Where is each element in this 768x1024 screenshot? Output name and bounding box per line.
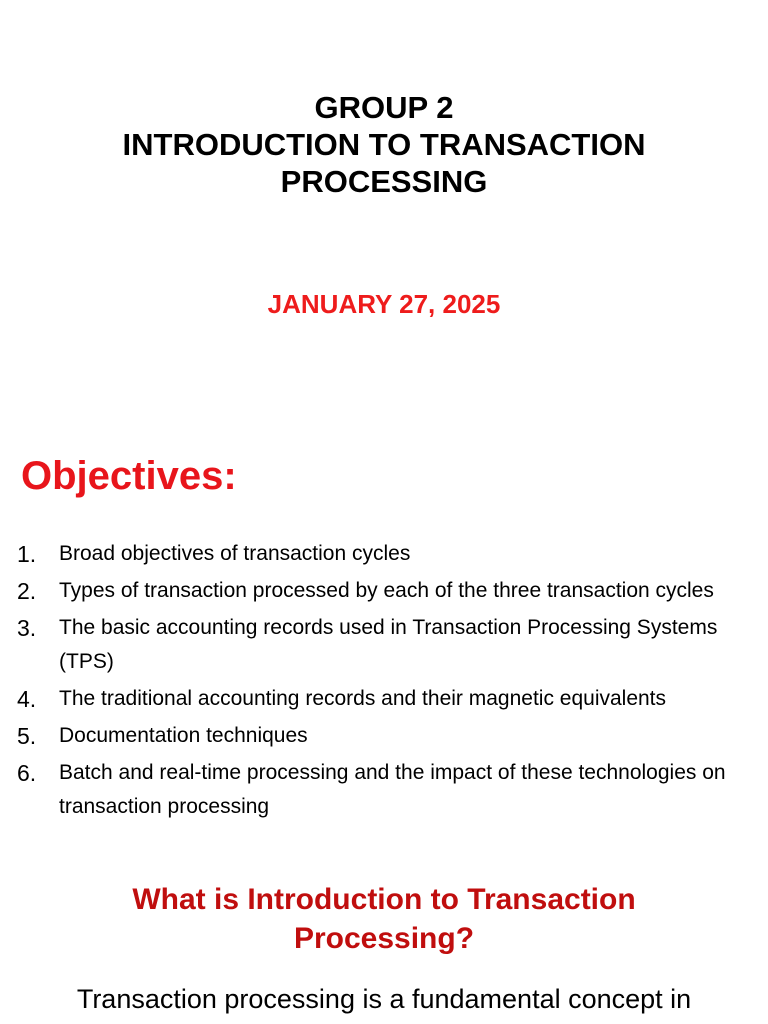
objective-item <box>0 537 768 571</box>
objective-text: Types of transaction processed by each of the three transaction cycles <box>59 579 714 602</box>
section-heading-line: Processing? <box>293 922 475 955</box>
objective-text: Broad objectives of transaction cycles <box>59 542 411 565</box>
objective-text: Batch and real-time processing and the impact of these technologies on transaction processing <box>59 761 726 818</box>
objective-number: 2. <box>17 578 37 604</box>
section-heading-line: What is Introduction to Transaction <box>132 883 636 916</box>
objective-item <box>0 756 768 824</box>
title-topic-continued: PROCESSING <box>280 164 488 199</box>
objective-number: 5. <box>17 723 37 749</box>
objective-text: The traditional accounting records and their magnetic equivalents <box>59 687 667 710</box>
objective-item <box>0 611 768 679</box>
section-body-text: Transaction processing is a fundamental concept in <box>76 984 692 1014</box>
objective-item <box>0 682 768 716</box>
objective-number: 3. <box>17 615 37 641</box>
objective-number: 4. <box>17 686 37 712</box>
objective-item <box>0 574 768 608</box>
document-title <box>0 89 768 200</box>
objective-text: Documentation techniques <box>59 724 308 747</box>
title-group: GROUP 2 <box>314 90 454 125</box>
objective-text: The basic accounting records used in Transaction Processing Systems (TPS) <box>59 616 718 673</box>
objectives-list <box>0 537 768 827</box>
objective-number: 1. <box>17 541 37 567</box>
objective-number: 6. <box>17 760 37 786</box>
objective-item <box>0 719 768 753</box>
title-topic: INTRODUCTION TO TRANSACTION <box>122 127 646 162</box>
objectives-heading: Objectives: <box>21 454 237 498</box>
document-date: JANUARY 27, 2025 <box>267 289 501 319</box>
section-heading <box>0 880 768 958</box>
